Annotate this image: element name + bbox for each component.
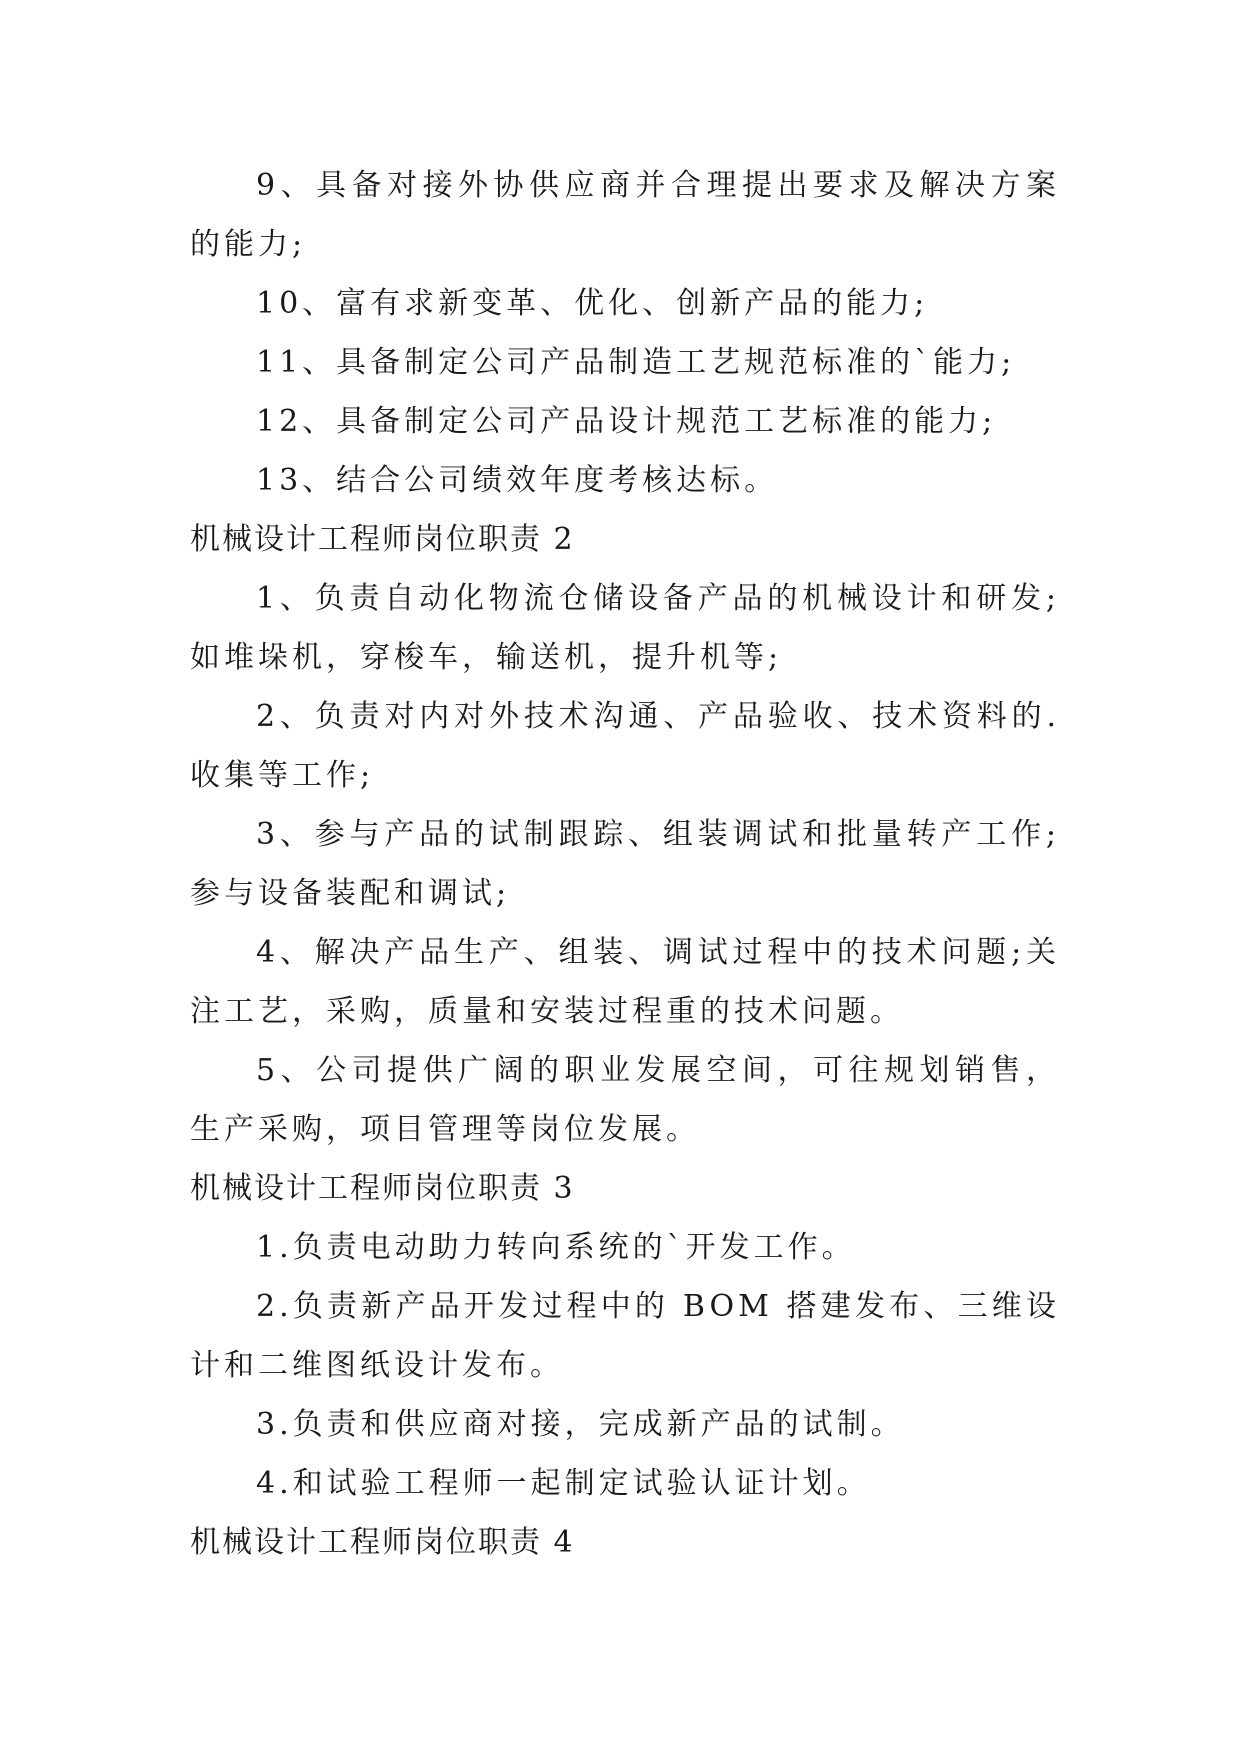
paragraph-item-11: 11、具备制定公司产品制造工艺规范标准的`能力; bbox=[256, 345, 1016, 380]
paragraph-s2-item-4: 4、解决产品生产、组装、调试过程中的技术问题;关注工艺，采购，质量和安装过程重的技术问题。 bbox=[190, 935, 1060, 1029]
paragraph-s2-item-1: 1、负责自动化物流仓储设备产品的机械设计和研发;如堆垛机，穿梭车，输送机，提升机等; bbox=[190, 581, 1060, 675]
paragraph-item-10: 10、富有求新变革、优化、创新产品的能力; bbox=[256, 286, 929, 321]
paragraph-s3-item-4: 4.和试验工程师一起制定试验认证计划。 bbox=[256, 1466, 871, 1501]
paragraph-s3-item-3: 3.负责和供应商对接，完成新产品的试制。 bbox=[256, 1407, 905, 1442]
section-heading-4: 机械设计工程师岗位职责 4 bbox=[190, 1525, 575, 1560]
paragraph-item-13: 13、结合公司绩效年度考核达标。 bbox=[256, 463, 779, 498]
section-heading-3: 机械设计工程师岗位职责 3 bbox=[190, 1171, 575, 1206]
paragraph-item-9: 9、具备对接外协供应商并合理提出要求及解决方案的能力; bbox=[190, 168, 1060, 262]
document-body bbox=[190, 156, 1060, 1572]
section-heading-2: 机械设计工程师岗位职责 2 bbox=[190, 522, 575, 557]
paragraph-s3-item-2: 2.负责新产品开发过程中的 BOM 搭建发布、三维设计和二维图纸设计发布。 bbox=[190, 1289, 1060, 1383]
paragraph-item-12: 12、具备制定公司产品设计规范工艺标准的能力; bbox=[256, 404, 997, 439]
paragraph-s2-item-2: 2、负责对内对外技术沟通、产品验收、技术资料的.收集等工作; bbox=[190, 699, 1060, 793]
paragraph-s3-item-1: 1.负责电动助力转向系统的`开发工作。 bbox=[256, 1230, 856, 1265]
paragraph-s2-item-5: 5、公司提供广阔的职业发展空间，可往规划销售，生产采购，项目管理等岗位发展。 bbox=[190, 1053, 1060, 1147]
paragraph-s2-item-3: 3、参与产品的试制跟踪、组装调试和批量转产工作;参与设备装配和调试; bbox=[190, 817, 1060, 911]
